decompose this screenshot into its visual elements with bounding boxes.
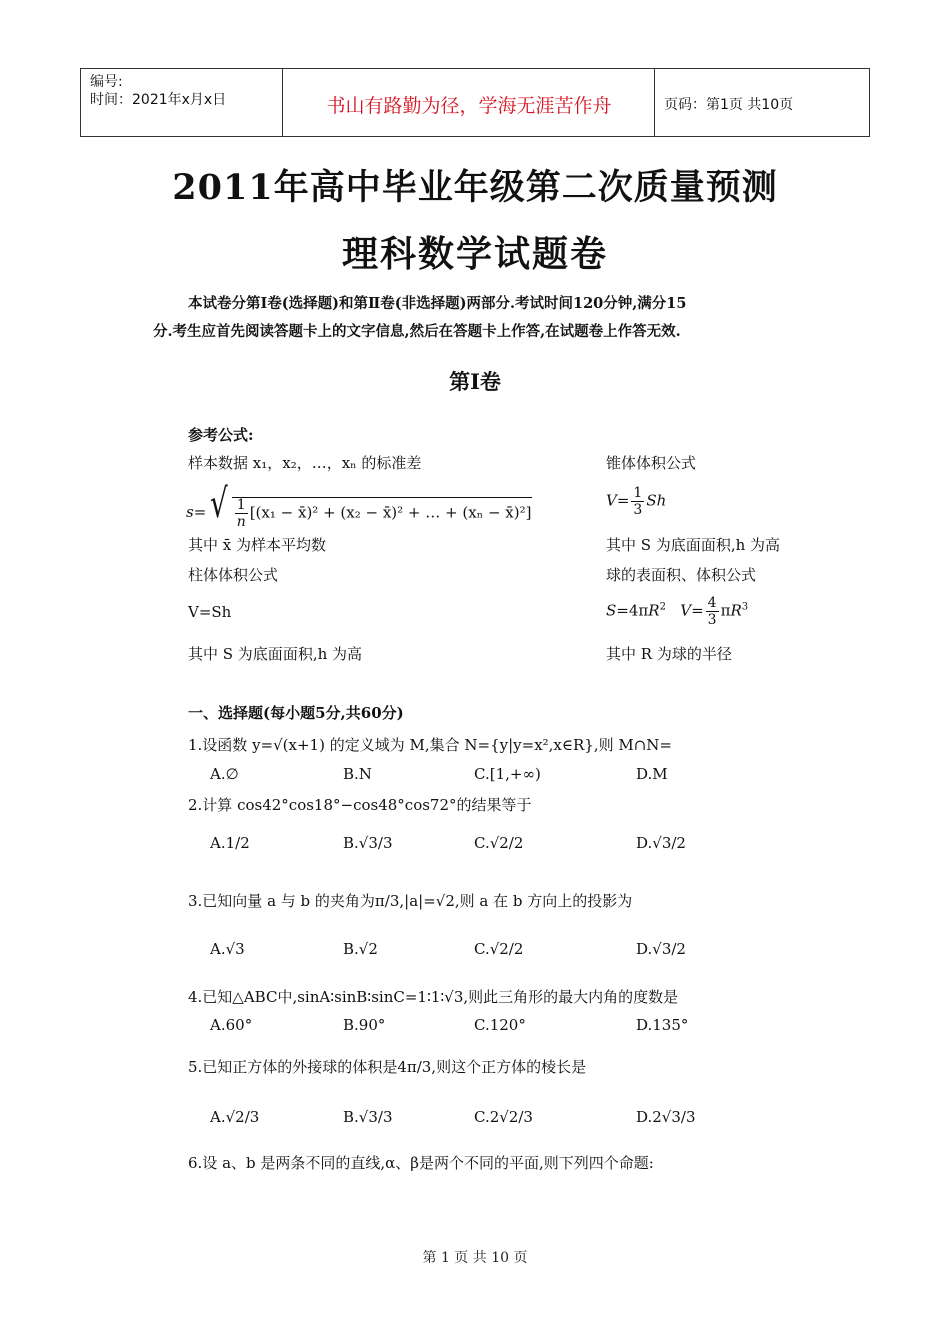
q2-option-d: D.√3/2 bbox=[636, 834, 686, 852]
page-info: 页码：第1页 共10页 bbox=[664, 97, 794, 113]
exam-subtitle: 理科数学试题卷 bbox=[341, 233, 608, 275]
q3-option-b: B.√2 bbox=[343, 940, 378, 958]
question-3: 3.已知向量 a 与 b 的夹角为π/3,|a|=√2,则 a 在 b 方向上的投影为 bbox=[188, 892, 633, 910]
stddev-bracket: [(x₁ − x̄)² + (x₂ − x̄)² + … + (xₙ − x̄)²] bbox=[249, 503, 532, 522]
header-divider bbox=[869, 69, 870, 136]
sphere-label: 球的表面积、体积公式 bbox=[606, 566, 757, 584]
q3-option-c: C.√2/2 bbox=[474, 940, 524, 958]
q2-option-c: C.√2/2 bbox=[474, 834, 524, 852]
sqrt-sign: √ bbox=[210, 481, 228, 527]
question-4: 4.已知△ABC中,sinA∶sinB∶sinC=1∶1∶√3,则此三角形的最大内角的度数是 bbox=[188, 988, 679, 1006]
question-2: 2.计算 cos42°cos18°−cos48°cos72°的结果等于 bbox=[188, 796, 532, 814]
q5-option-d: D.2√3/3 bbox=[636, 1108, 696, 1126]
time-label: 时间：2021年x月x日 bbox=[90, 92, 227, 108]
section-title: 第Ⅰ卷 bbox=[449, 369, 501, 394]
q4-option-a: A.60° bbox=[210, 1016, 253, 1034]
q1-option-d: D.M bbox=[636, 765, 668, 783]
page-footer: 第 1 页 共 10 页 bbox=[422, 1250, 528, 1266]
question-5: 5.已知正方体的外接球的体积是4π/3,则这个正方体的棱长是 bbox=[188, 1058, 587, 1076]
formulas-heading: 参考公式: bbox=[188, 426, 254, 444]
part1-heading: 一、选择题(每小题5分,共60分) bbox=[188, 704, 404, 722]
q1-option-a: A.∅ bbox=[210, 765, 239, 783]
stddev-formula: s=√ $\frac{1}{n}$ [(x₁ − x̄)² + (x₂ − x̄)² + … + (xₙ − x̄)²] bbox=[186, 481, 532, 530]
q5-option-c: C.2√2/3 bbox=[474, 1108, 533, 1126]
q2-option-b: B.√3/3 bbox=[343, 834, 393, 852]
motto: 书山有路勤为径，学海无涯苦作舟 bbox=[326, 95, 612, 117]
number-label: 编号: bbox=[90, 74, 123, 90]
cone-formula: V= $\frac{1}{3}$ Sh bbox=[606, 485, 667, 518]
q2-option-a: A.1/2 bbox=[210, 834, 250, 852]
prism-label: 柱体体积公式 bbox=[188, 566, 279, 584]
intro-line-1: 本试卷分第Ⅰ卷(选择题)和第Ⅱ卷(非选择题)两部分.考试时间120分钟,满分15 bbox=[188, 295, 687, 312]
header-meta bbox=[90, 73, 226, 109]
sphere-note: 其中 R 为球的半径 bbox=[606, 645, 732, 663]
cone-note: 其中 S 为底面面积,h 为高 bbox=[606, 536, 781, 554]
question-1: 1.设函数 y=√(x+1) 的定义域为 M,集合 N={y|y=x²,x∈R},则 M∩N= bbox=[188, 736, 672, 754]
q5-option-b: B.√3/3 bbox=[343, 1108, 393, 1126]
stddev-note: 其中 x̄ 为样本平均数 bbox=[188, 536, 326, 554]
q3-option-d: D.√3/2 bbox=[636, 940, 686, 958]
header-divider bbox=[80, 69, 81, 136]
q4-option-d: D.135° bbox=[636, 1016, 689, 1034]
question-6: 6.设 a、b 是两条不同的直线,α、β是两个不同的平面,则下列四个命题: bbox=[188, 1154, 654, 1172]
q1-option-b: B.N bbox=[343, 765, 372, 783]
exam-title: 2011年高中毕业年级第二次质量预测 bbox=[172, 167, 778, 208]
q5-option-a: A.√2/3 bbox=[210, 1108, 260, 1126]
prism-formula: V=Sh bbox=[188, 603, 232, 621]
q4-option-c: C.120° bbox=[474, 1016, 526, 1034]
q3-option-a: A.√3 bbox=[210, 940, 245, 958]
cone-label: 锥体体积公式 bbox=[606, 454, 697, 472]
document-header bbox=[80, 68, 870, 137]
q4-option-b: B.90° bbox=[343, 1016, 386, 1034]
sphere-formula: $S=4\pi R^2$ V= $\frac{4}{3}$ $\pi R^3$ bbox=[606, 595, 749, 628]
q1-option-c: C.[1,+∞) bbox=[474, 765, 541, 783]
prism-note: 其中 S 为底面面积,h 为高 bbox=[188, 645, 363, 663]
intro-line-2: 分.考生应首先阅读答题卡上的文字信息,然后在答题卡上作答,在试题卷上作答无效. bbox=[153, 323, 681, 340]
stddev-label: 样本数据 x₁，x₂，…，xₙ 的标准差 bbox=[188, 454, 422, 472]
